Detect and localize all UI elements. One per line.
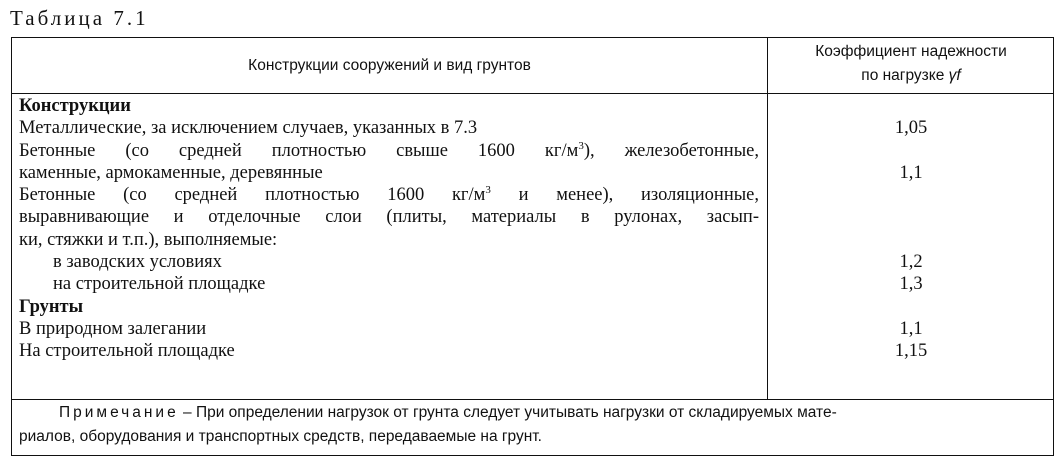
load-factor-table [11, 37, 1054, 456]
header-coefficient-line2 [769, 64, 1053, 88]
row-label-concrete-light-1 [19, 184, 759, 206]
note-dash: – [178, 404, 196, 421]
row-label-natural-soil: В природном залегании [19, 318, 207, 339]
structures-column [19, 95, 759, 363]
row-label-metal: Металлические, за исключением случаев, указанных в 7.3 [19, 118, 478, 139]
note-divider [12, 399, 1053, 400]
header-reliability-coefficient [769, 40, 1053, 94]
value-construction-site: 1,3 [899, 274, 923, 295]
table-caption: Таблица 7.1 [10, 6, 149, 30]
table-header-row [12, 38, 1053, 94]
header-coefficient-prefix: по нагрузке [861, 67, 949, 84]
row-label-construction-site: на строительной площадке [53, 274, 266, 295]
header-structures-and-soils: Конструкции сооружений и вид грунтов [248, 57, 531, 74]
value-factory-conditions: 1,2 [899, 252, 923, 273]
row-label-concrete-dense-1b: ), железобетонные, [583, 140, 759, 161]
column-divider [767, 38, 768, 399]
row-label-concrete-dense-1a: Бетонные (со средней плотностью свыше 1600 кг/м [19, 140, 579, 161]
value-soil-on-site: 1,15 [894, 341, 928, 362]
superscript-cubed: 3 [485, 184, 491, 197]
value-natural-soil: 1,1 [899, 318, 923, 339]
superscript-cubed: 3 [578, 139, 584, 152]
note-text-line2: риалов, оборудования и транспортных средств, передаваемые на грунт. [19, 428, 542, 445]
row-label-concrete-light-2: выравнивающие и отделочные слои (плиты, материалы в рулонах, засып- [19, 207, 759, 228]
row-label-soil-on-site: На строительной площадке [19, 341, 235, 362]
row-label-concrete-light-3: ки, стяжки и т.п.), выполняемые: [19, 229, 278, 250]
row-label-concrete-dense-2: каменные, армокаменные, деревянные [19, 162, 323, 183]
value-metal: 1,05 [894, 118, 928, 139]
coefficient-column [769, 95, 1053, 363]
row-label-concrete-light-1b: и менее), изоляционные, [490, 185, 759, 206]
header-coefficient-line1: Коэффициент надежности [815, 43, 1007, 60]
row-label-concrete-dense-1 [19, 140, 759, 162]
section-heading-soils: Грунты [19, 296, 84, 317]
row-label-concrete-light-1a: Бетонные (со средней плотностью 1600 кг/м [19, 185, 486, 206]
note-text-line1: При определении нагрузок от грунта следует учитывать нагрузки от складируемых мате- [195, 404, 837, 421]
note-title: Примечание [59, 404, 179, 421]
row-label-factory-conditions: в заводских условиях [53, 252, 222, 273]
section-heading-structures: Конструкции [19, 96, 131, 116]
table-note [19, 401, 1047, 449]
value-concrete-dense: 1,1 [899, 162, 923, 183]
header-coefficient-symbol: γf [948, 67, 961, 84]
